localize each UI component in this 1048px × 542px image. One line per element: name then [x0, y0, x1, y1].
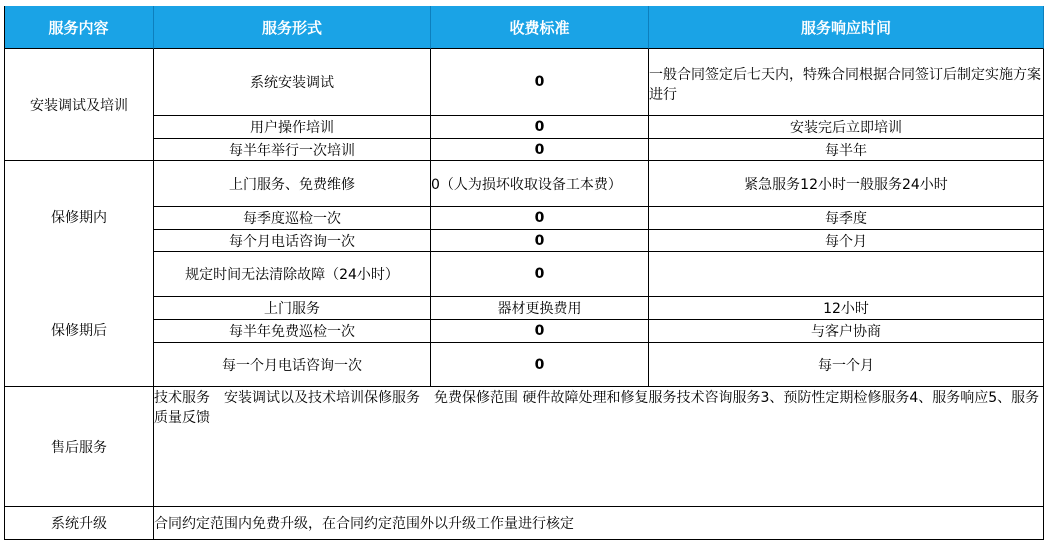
after-sales-text: 技术服务 安装调试以及技术培训保修服务 免费保修范围 硬件故障处理和修复服务技术咨询服务3、预防性定期检修服务4、服务响应5、服务质量反馈 — [154, 387, 1044, 507]
row-fee-install: 0 — [431, 49, 649, 116]
row-fee-onsite-repair: 0（人为损坏收取设备工本费） — [431, 161, 649, 207]
table-left-edge — [4, 6, 5, 540]
row-response-training: 安装完后立即培训 — [649, 116, 1044, 139]
section-warranty-after-label: 保修期后 — [51, 322, 107, 339]
row-response-onsite-repair: 紧急服务12小时一般服务24小时 — [649, 161, 1044, 207]
row-form-onsite-service: 上门服务 — [154, 297, 431, 320]
row-response-monthly-call-after: 每一个月 — [649, 343, 1044, 387]
section-after-sales: 售后服务 — [4, 387, 154, 507]
row-form-quarterly-inspection: 每季度巡检一次 — [154, 207, 431, 230]
row-fee-onsite-service: 器材更换费用 — [431, 297, 649, 320]
header-response-time: 服务响应时间 — [649, 6, 1044, 49]
row-fee-quarterly-inspection: 0 — [431, 207, 649, 230]
section-warranty-in-label: 保修期内 — [51, 210, 107, 227]
row-response-quarterly-inspection: 每季度 — [649, 207, 1044, 230]
row-fee-halfyear-training: 0 — [431, 139, 649, 161]
row-form-install: 系统安装调试 — [154, 49, 431, 116]
header-service-form: 服务形式 — [154, 6, 431, 49]
row-fee-monthly-call: 0 — [431, 230, 649, 252]
row-form-monthly-call-after: 每一个月电话咨询一次 — [154, 343, 431, 387]
row-form-fault-24h: 规定时间无法清除故障（24小时） — [154, 252, 431, 297]
row-fee-halfyear-inspection: 0 — [431, 320, 649, 343]
row-form-onsite-repair: 上门服务、免费维修 — [154, 161, 431, 207]
row-form-monthly-call: 每个月电话咨询一次 — [154, 230, 431, 252]
row-response-halfyear-training: 每半年 — [649, 139, 1044, 161]
row-response-install: 一般合同签定后七天内，特殊合同根据合同签订后制定实施方案进行 — [649, 49, 1044, 116]
row-response-monthly-call: 每个月 — [649, 230, 1044, 252]
section-warranty-block — [4, 161, 154, 387]
header-service-content: 服务内容 — [4, 6, 154, 49]
row-fee-training: 0 — [431, 116, 649, 139]
row-form-halfyear-inspection: 每半年免费巡检一次 — [154, 320, 431, 343]
row-fee-monthly-call-after: 0 — [431, 343, 649, 387]
row-response-fault-24h — [649, 252, 1044, 297]
service-table — [4, 6, 1044, 540]
section-upgrade: 系统升级 — [4, 507, 154, 540]
row-form-halfyear-training: 每半年举行一次培训 — [154, 139, 431, 161]
row-response-onsite-service: 12小时 — [649, 297, 1044, 320]
header-fee-standard: 收费标准 — [431, 6, 649, 49]
row-fee-fault-24h: 0 — [431, 252, 649, 297]
section-install-training: 安装调试及培训 — [4, 49, 154, 161]
row-form-training: 用户操作培训 — [154, 116, 431, 139]
upgrade-text: 合同约定范围内免费升级，在合同约定范围外以升级工作量进行核定 — [154, 507, 1044, 540]
row-response-halfyear-inspection: 与客户协商 — [649, 320, 1044, 343]
